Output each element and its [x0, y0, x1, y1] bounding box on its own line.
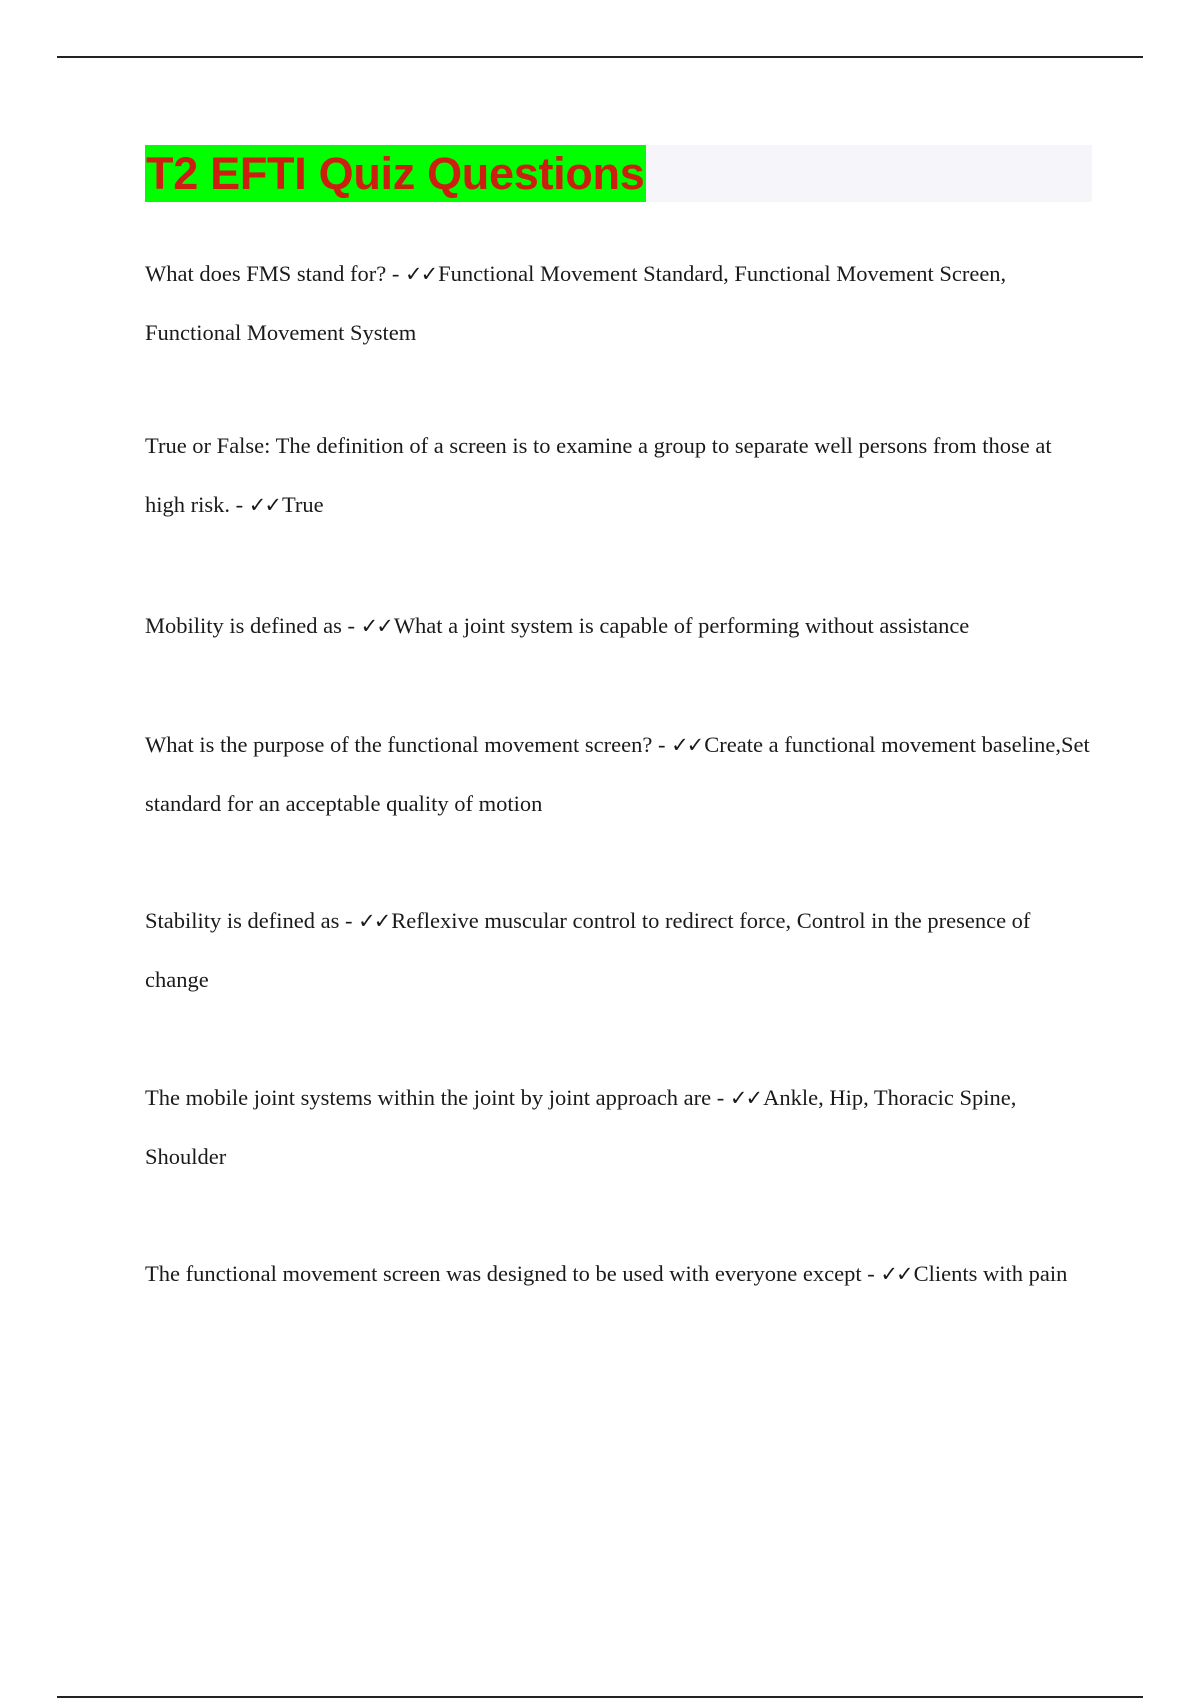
top-rule: [57, 56, 1143, 58]
answer-text: True: [281, 491, 324, 517]
qa-item-3: [145, 597, 1095, 656]
answer-text: Reflexive muscular control to redirect force, Control in the presence of change: [145, 908, 1031, 992]
question-text: True or False: The definition of a screen is to examine a group to separate well persons from those at high risk. -: [145, 433, 1052, 517]
question-text: The mobile joint systems within the joint by joint approach are -: [145, 1085, 730, 1110]
bottom-rule: [57, 1696, 1143, 1698]
answer-text: Ankle, Hip, Thoracic Spine, Shoulder: [145, 1085, 1017, 1169]
qa-item-1: [145, 245, 1095, 362]
answer-text: Clients with pain: [913, 1261, 1068, 1286]
qa-item-2: [145, 417, 1095, 534]
question-text: What is the purpose of the functional movement screen? -: [145, 732, 672, 757]
double-check-icon: ✓✓: [248, 492, 280, 517]
page-title: T2 EFTI Quiz Questions: [145, 145, 646, 202]
double-check-icon: ✓✓: [729, 1086, 762, 1110]
double-check-icon: ✓✓: [671, 733, 703, 757]
answer-text: Create a functional movement baseline,Set standard for an acceptable quality of motion: [145, 732, 1090, 816]
qa-item-7: [145, 1245, 1095, 1304]
answer-text: Functional Movement Standard, Functional Movement Screen, Functional Movement System: [145, 261, 1007, 345]
answer-text: What a joint system is capable of performing without assistance: [393, 613, 970, 638]
question-text: Stability is defined as -: [145, 908, 359, 933]
qa-item-5: [145, 892, 1095, 1009]
question-text: The functional movement screen was designed to be used with everyone except -: [145, 1261, 881, 1286]
double-check-icon: ✓✓: [358, 909, 390, 933]
double-check-icon: ✓✓: [404, 262, 437, 286]
qa-item-6: [145, 1069, 1095, 1186]
question-text: Mobility is defined as -: [145, 613, 361, 638]
double-check-icon: ✓✓: [360, 614, 392, 638]
double-check-icon: ✓✓: [880, 1262, 912, 1286]
question-text: What does FMS stand for? -: [145, 261, 405, 286]
qa-item-4: [145, 716, 1095, 833]
